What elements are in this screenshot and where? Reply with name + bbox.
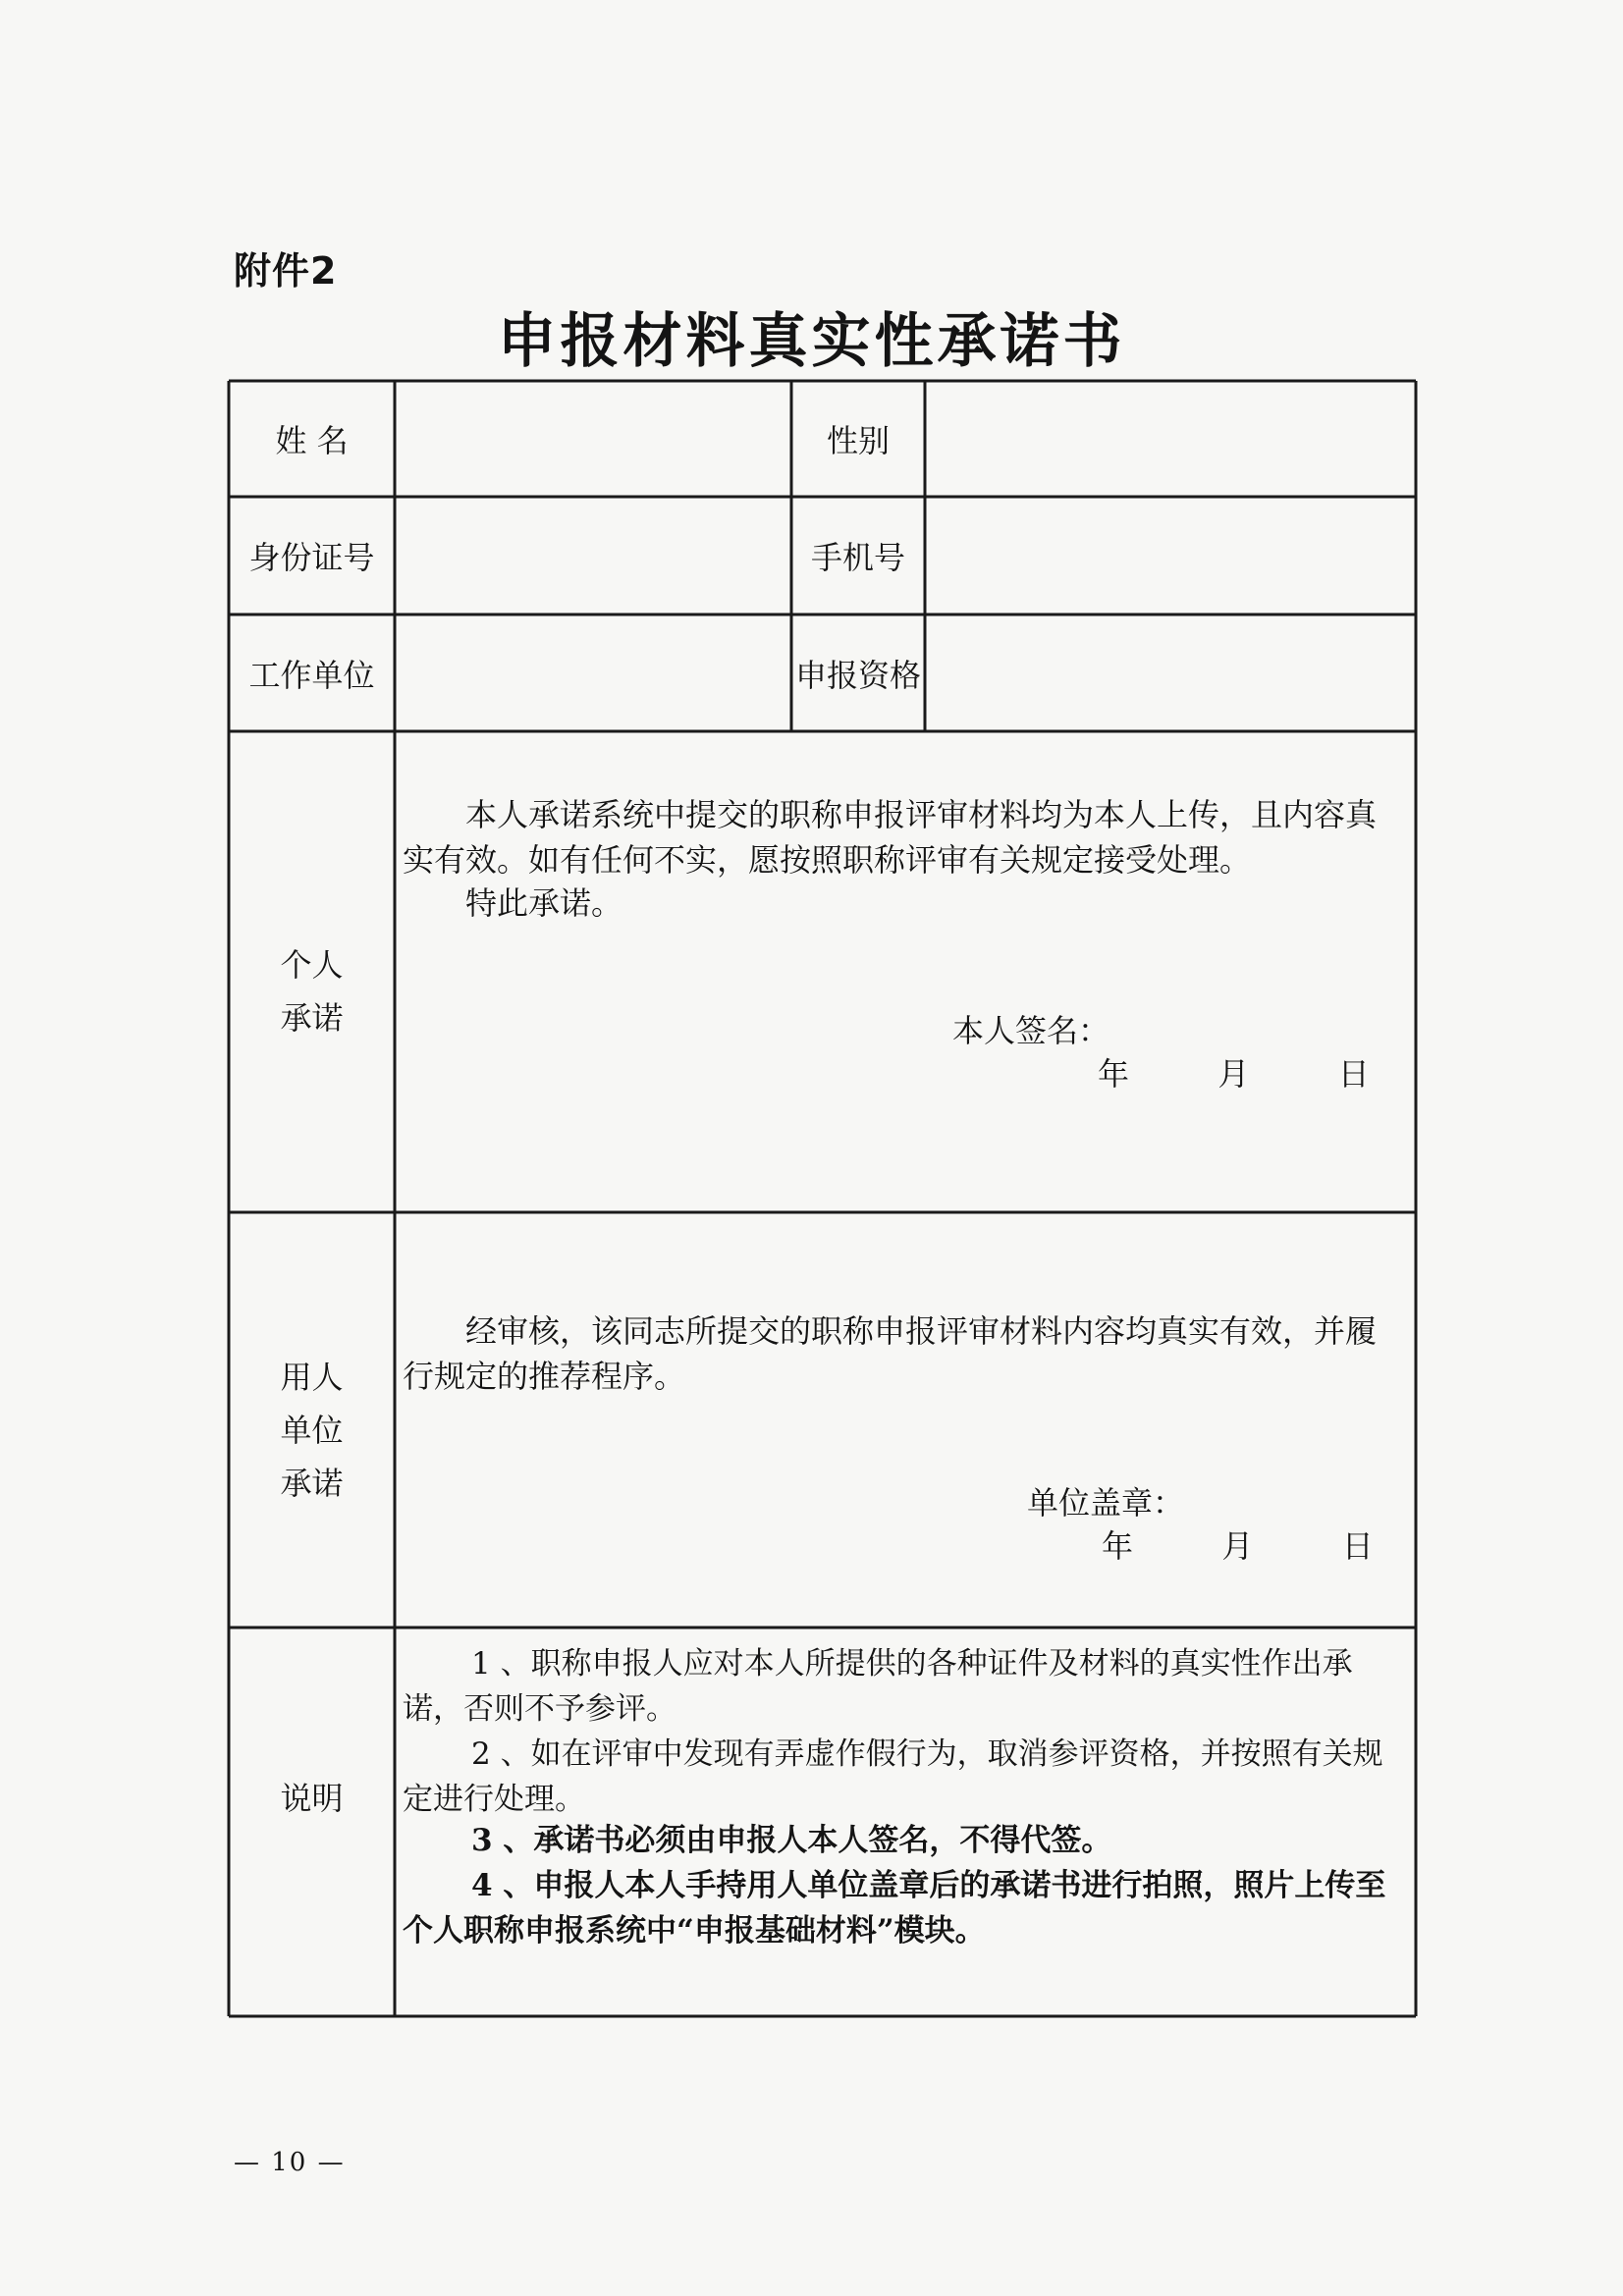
personal-date-month: 月: [1217, 1055, 1250, 1093]
attachment-label: 附件2: [234, 249, 338, 293]
personal-pledge-closing: 特此承诺。: [465, 884, 623, 922]
employer-pledge-text: 经审核，该同志所提交的职称申报评审材料内容均真实有效，并履行规定的推荐程序。: [403, 1312, 1378, 1395]
qualification-field[interactable]: [927, 616, 1414, 729]
document-title: 申报材料真实性承诺书: [497, 307, 1126, 376]
qualification-label: 申报资格: [794, 656, 921, 694]
employer-seal-label: 单位盖章：: [1027, 1484, 1185, 1522]
note-item-2: 2 、如在评审中发现有弄虚作假行为，取消参评资格，并按照有关规定进行处理。: [403, 1736, 1383, 1817]
personal-signature-label: 本人签名：: [952, 1012, 1110, 1049]
phone-field[interactable]: [927, 499, 1414, 613]
personal-pledge-label-line1: 个人: [280, 946, 344, 984]
notes-label: 说明: [280, 1780, 344, 1817]
id-number-field[interactable]: [397, 499, 789, 613]
employer-date-year: 年: [1102, 1527, 1134, 1565]
personal-date-year: 年: [1098, 1055, 1130, 1093]
page-number: — 10 —: [234, 2148, 346, 2177]
personal-pledge-text: 本人承诺系统中提交的职称申报评审材料均为本人上传，且内容真实有效。如有任何不实，愿按照职称评审有关规定接受处理。: [403, 796, 1378, 879]
employer-pledge-label-line2: 单位: [280, 1412, 344, 1449]
gender-field[interactable]: [927, 383, 1414, 495]
personal-date-row: [1098, 1051, 1370, 1096]
name-label: 姓 名: [275, 422, 349, 459]
employer-field[interactable]: [397, 616, 789, 729]
note-item-1: 1 、职称申报人应对本人所提供的各种证件及材料的真实性作出承诺，否则不予参评。: [403, 1646, 1353, 1727]
id-number-label: 身份证号: [248, 539, 375, 576]
employer-date-row: [1102, 1523, 1374, 1569]
note-item-4: 4 、申报人本人手持用人单位盖章后的承诺书进行拍照，照片上传至个人职称申报系统中“申报基础材料”模块。: [403, 1868, 1386, 1949]
phone-label: 手机号: [810, 539, 905, 576]
employer-pledge-label-line1: 用人: [280, 1359, 344, 1396]
personal-date-day: 日: [1337, 1055, 1370, 1093]
personal-pledge-label-line2: 承诺: [280, 999, 344, 1037]
name-field[interactable]: [397, 383, 789, 495]
employer-date-day: 日: [1341, 1527, 1374, 1565]
employer-pledge-label: [229, 1351, 395, 1510]
personal-pledge-label: [229, 938, 395, 1044]
employer-date-month: 月: [1221, 1527, 1254, 1565]
employer-label: 工作单位: [248, 656, 375, 694]
note-item-3: 3 、承诺书必须由申报人本人签名，不得代签。: [471, 1823, 1112, 1858]
gender-label: 性别: [826, 422, 890, 459]
employer-pledge-label-line3: 承诺: [280, 1465, 344, 1502]
